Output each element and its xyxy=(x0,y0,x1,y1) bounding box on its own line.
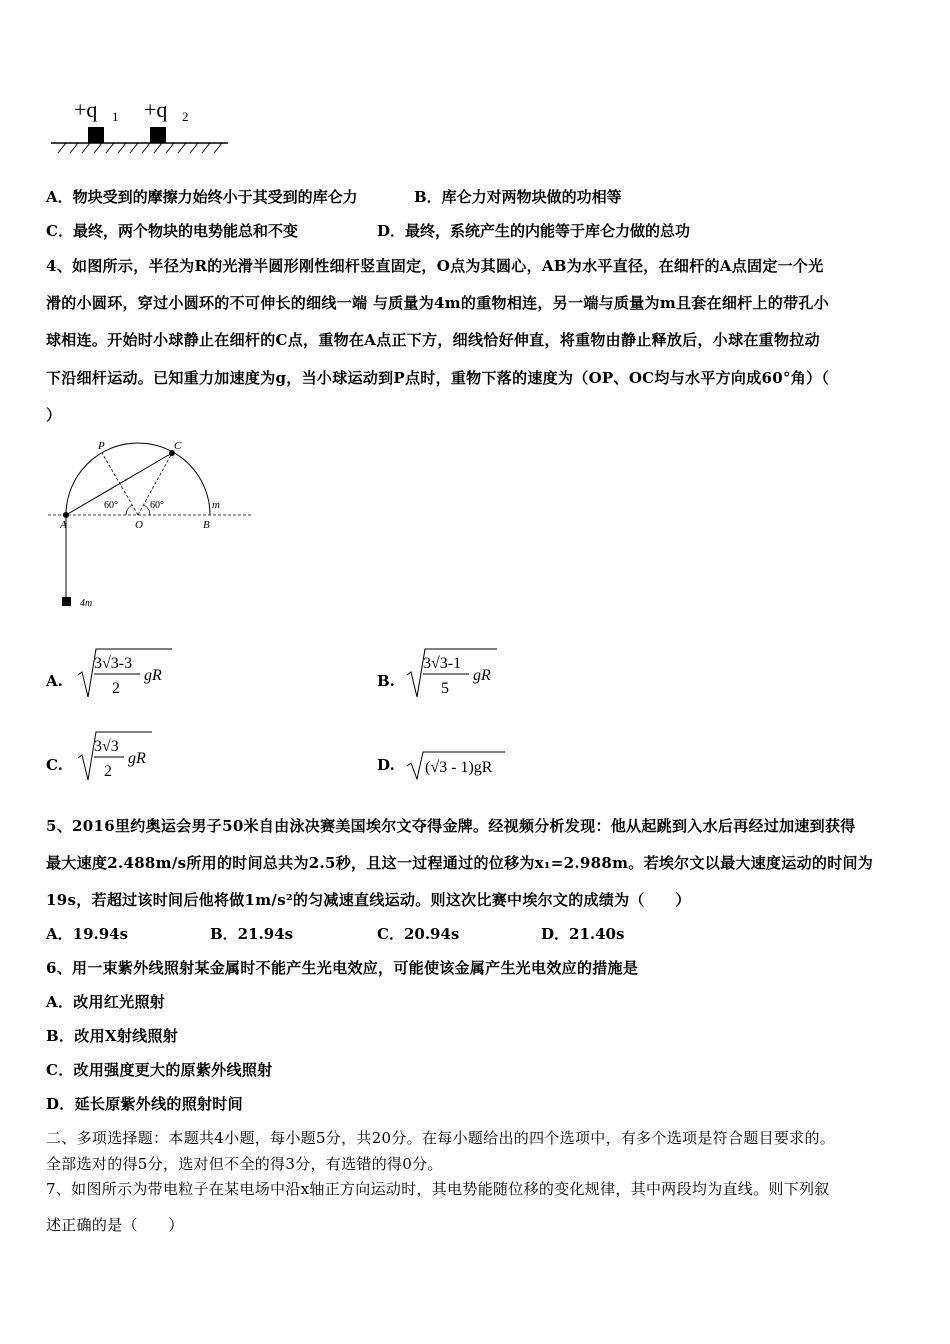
q5-option-d: D．21.40s xyxy=(541,925,625,943)
q4-stem-line4: 下沿细杆运动。已知重力加速度为g，当小球运动到P点时，重物下落的速度为（OP、OC均与水平方向成60°角）（ xyxy=(46,369,830,387)
q3-option-a: A．物块受到的摩擦力始终小于其受到的库仑力 xyxy=(46,188,358,206)
weight-block xyxy=(62,597,71,606)
svg-text:2: 2 xyxy=(104,763,112,780)
q4-option-b-formula xyxy=(405,645,515,701)
q6-option-d: D．延长原紫外线的照射时间 xyxy=(46,1095,243,1113)
q2-subscript: 2 xyxy=(182,109,189,124)
q3-option-b: B．库仑力对两物块做的功相等 xyxy=(414,188,622,206)
svg-text:5: 5 xyxy=(441,680,449,697)
q5-option-a: A．19.94s xyxy=(46,925,129,943)
angle-label-left: 60° xyxy=(104,500,118,511)
semicircle-figure xyxy=(46,435,256,615)
q4-option-a-label: A. xyxy=(46,672,63,690)
section2-heading-line2: 全部选对的得5分，选对但不全的得3分，有选错的得0分。 xyxy=(46,1155,443,1173)
block-1 xyxy=(88,127,104,143)
q2-label: +q xyxy=(144,97,168,122)
q4-stem-line3: 球相连。开始时小球静止在细杆的C点，重物在A点正下方，细线恰好伸直，将重物由静止释放后，小球在重物拉动 xyxy=(46,331,820,349)
q6-stem: 6、用一束紫外线照射某金属时不能产生光电效应，可能使该金属产生光电效应的措施是 xyxy=(46,959,639,977)
label-4m: 4m xyxy=(80,598,93,609)
q7-stem-line1: 7、如图所示为带电粒子在某电场中沿x轴正方向运动时，其电势能随位移的变化规律，其中两段均为直线。则下列叙 xyxy=(46,1180,830,1198)
ground-hatching xyxy=(58,143,222,153)
q4-option-c-formula xyxy=(76,728,176,784)
label-B: B xyxy=(203,519,210,531)
q4-option-c-label: C. xyxy=(46,756,63,774)
label-C: C xyxy=(174,440,182,452)
q1-subscript: 1 xyxy=(112,109,119,124)
label-O: O xyxy=(135,519,143,531)
angle-label-right: 60° xyxy=(150,500,164,511)
q3-option-c: C．最终，两个物块的电势能总和不变 xyxy=(46,222,298,240)
q4-option-a-formula xyxy=(76,645,186,701)
q5-option-c: C．20.94s xyxy=(377,925,460,943)
q5-stem-line3: 19s，若超过该时间后他将做1m/s²的匀减速直线运动。则这次比赛中埃尔文的成绩为（ ） xyxy=(46,891,691,909)
q4-option-d-formula xyxy=(405,748,515,782)
q4-stem-line5: ） xyxy=(46,406,62,424)
label-P: P xyxy=(98,440,105,452)
svg-text:3√3: 3√3 xyxy=(94,738,119,755)
svg-text:gR: gR xyxy=(473,667,491,684)
q5-option-b: B．21.94s xyxy=(210,925,294,943)
svg-text:gR: gR xyxy=(128,750,146,767)
q4-stem-line1: 4、如图所示，半径为R的光滑半圆形刚性细杆竖直固定，O点为其圆心，AB为水平直径，在细杆的A点固定一个光 xyxy=(46,257,824,275)
charged-blocks-figure xyxy=(46,95,236,160)
q5-stem-line1: 5、2016里约奥运会男子50米自由泳决赛美国埃尔文夺得金牌。经视频分析发现：他从起跳到入水后再经过加速到获得 xyxy=(46,817,856,835)
svg-text:3√3-3: 3√3-3 xyxy=(94,655,133,672)
svg-text:2: 2 xyxy=(112,680,120,697)
label-A: A xyxy=(60,519,67,531)
q4-option-b-label: B. xyxy=(377,672,395,690)
section2-heading-line1: 二、多项选择题：本题共4小题，每小题5分，共20分。在每小题给出的四个选项中，有多个选项是符合题目要求的。 xyxy=(46,1129,836,1147)
q6-option-b: B．改用X射线照射 xyxy=(46,1027,179,1045)
block-2 xyxy=(150,127,166,143)
label-m: m xyxy=(212,499,220,511)
svg-text:gR: gR xyxy=(144,667,162,684)
q4-stem-line2: 滑的小圆环，穿过小圆环的不可伸长的细线一端 与质量为4m的重物相连，另一端与质量为m且套在细杆上的带孔小 xyxy=(46,294,830,312)
q7-stem-line2: 述正确的是（ ） xyxy=(46,1216,184,1234)
q3-option-d: D．最终，系统产生的内能等于库仑力做的总功 xyxy=(377,222,691,240)
q4-option-d-label: D. xyxy=(377,756,395,774)
angle-arc-left xyxy=(126,505,132,515)
svg-text:3√3-1: 3√3-1 xyxy=(423,655,462,672)
q5-stem-line2: 最大速度2.488m/s所用的时间总共为2.5秒，且这一过程通过的位移为x₁=2.988m。若埃尔文以最大速度运动的时间为 xyxy=(46,854,874,872)
q6-option-c: C．改用强度更大的原紫外线照射 xyxy=(46,1061,273,1079)
svg-text:(√3 - 1)gR: (√3 - 1)gR xyxy=(425,759,493,776)
q1-label: +q xyxy=(74,97,98,122)
q6-option-a: A．改用红光照射 xyxy=(46,993,166,1011)
semicircle-rod xyxy=(66,443,210,515)
